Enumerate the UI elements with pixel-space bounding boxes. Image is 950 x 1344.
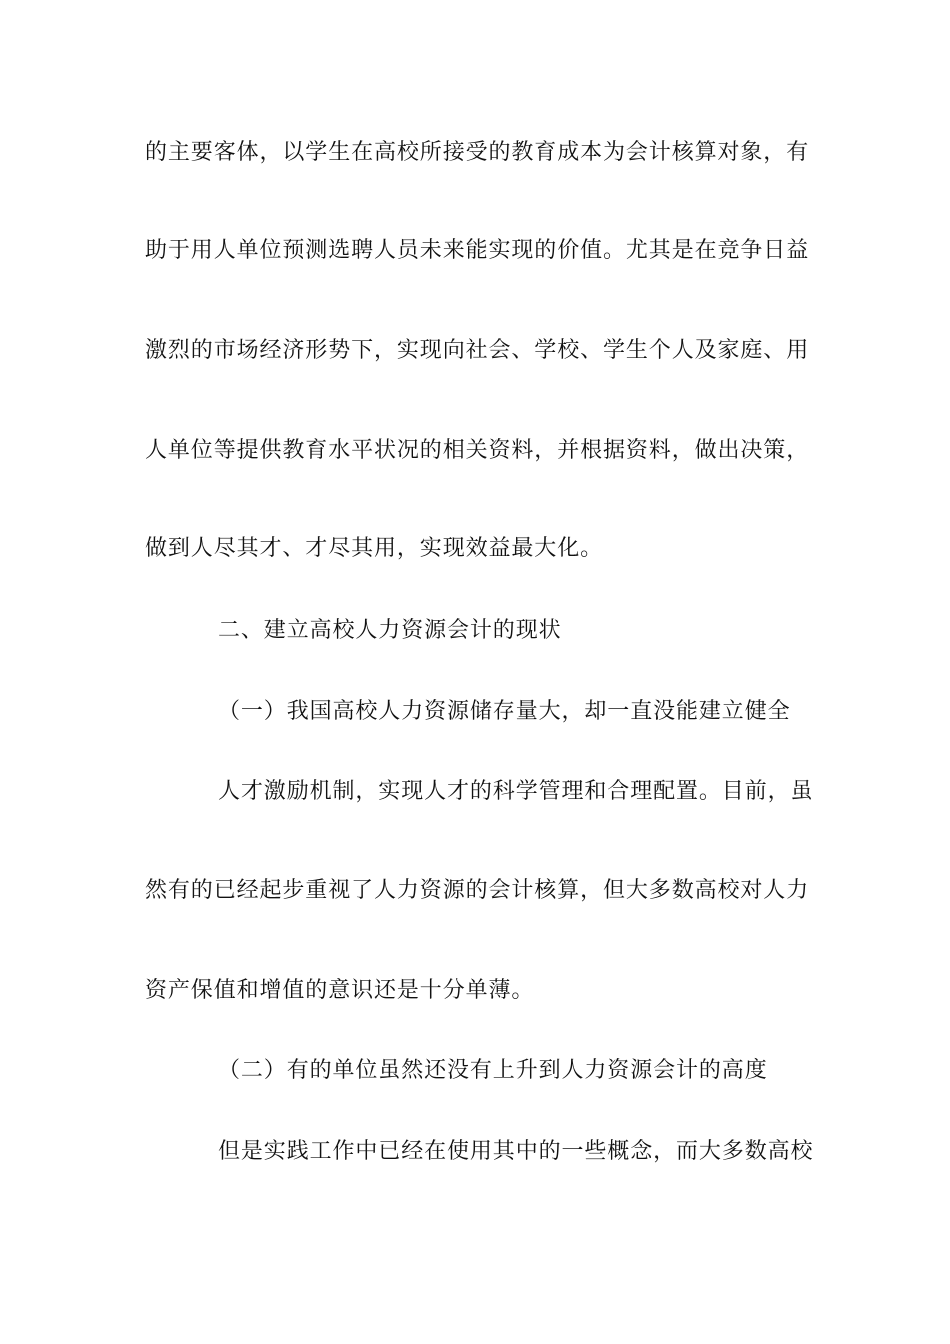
body-text-line: 但是实践工作中已经在使用其中的一些概念，而大多数高校 xyxy=(218,1139,814,1164)
body-text-line: 资产保值和增值的意识还是十分单薄。 xyxy=(145,978,535,1003)
section-heading: 二、建立高校人力资源会计的现状 xyxy=(218,618,562,643)
body-text-line: 人才激励机制，实现人才的科学管理和合理配置。目前，虽 xyxy=(218,779,814,804)
body-text-line: 然有的已经起步重视了人力资源的会计核算，但大多数高校对人力 xyxy=(145,878,810,903)
body-text-line: 助于用人单位预测选聘人员未来能实现的价值。尤其是在竞争日益 xyxy=(145,238,810,263)
subsection-heading: （二）有的单位虽然还没有上升到人力资源会计的高度 xyxy=(218,1058,768,1083)
body-text-line: 激烈的市场经济形势下，实现向社会、学校、学生个人及家庭、用 xyxy=(145,338,810,363)
subsection-heading: （一）我国高校人力资源储存量大，却一直没能建立健全 xyxy=(218,699,791,724)
body-text-line: 的主要客体，以学生在高校所接受的教育成本为会计核算对象，有 xyxy=(145,140,810,165)
body-text-line: 人单位等提供教育水平状况的相关资料，并根据资料，做出决策， xyxy=(145,438,810,463)
body-text-line: 做到人尽其才、才尽其用，实现效益最大化。 xyxy=(145,536,604,561)
